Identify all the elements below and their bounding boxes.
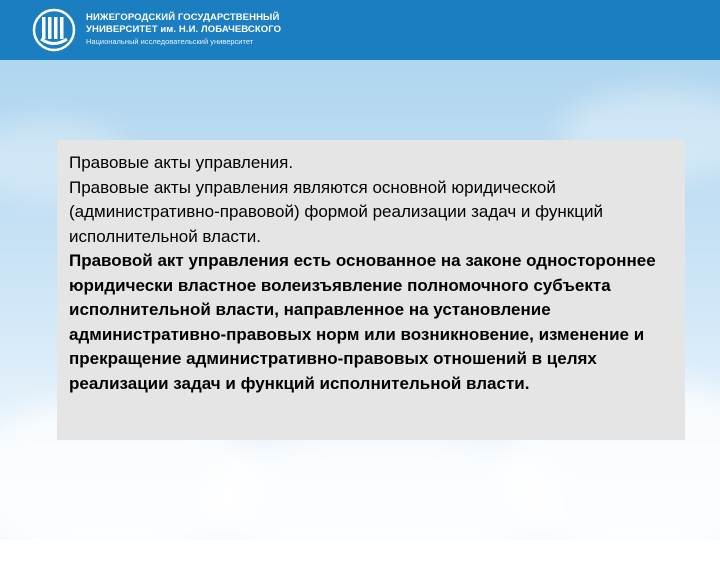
slide-paragraph-1: Правовые акты управления являются основной юридической (административно-правовой) формой реализации задач и функций исполнительной власти. <box>69 177 603 246</box>
slide-content <box>69 151 681 396</box>
university-header <box>0 0 720 60</box>
university-line3: Национальный исследовательский университет <box>86 37 254 46</box>
nnu-logo-icon <box>32 8 76 52</box>
university-line2: УНИВЕРСИТЕТ им. Н.И. ЛОБАЧЕВСКОГО <box>86 24 282 35</box>
university-name <box>86 12 281 47</box>
slide-paragraph-2: Правовой акт управления есть основанное на законе одностороннее юридически властное волеизъявление полномочного субъекта исполнительной власти, направленное на установление административно-правовых норм или возникновение, изменение и прекращение административно-правовых отношений в целях реализации задач и функций исполнительной власти. <box>69 251 656 393</box>
university-line1: НИЖЕГОРОДСКИЙ ГОСУДАРСТВЕННЫЙ <box>86 12 280 23</box>
slide-title: Правовые акты управления. <box>69 153 294 172</box>
